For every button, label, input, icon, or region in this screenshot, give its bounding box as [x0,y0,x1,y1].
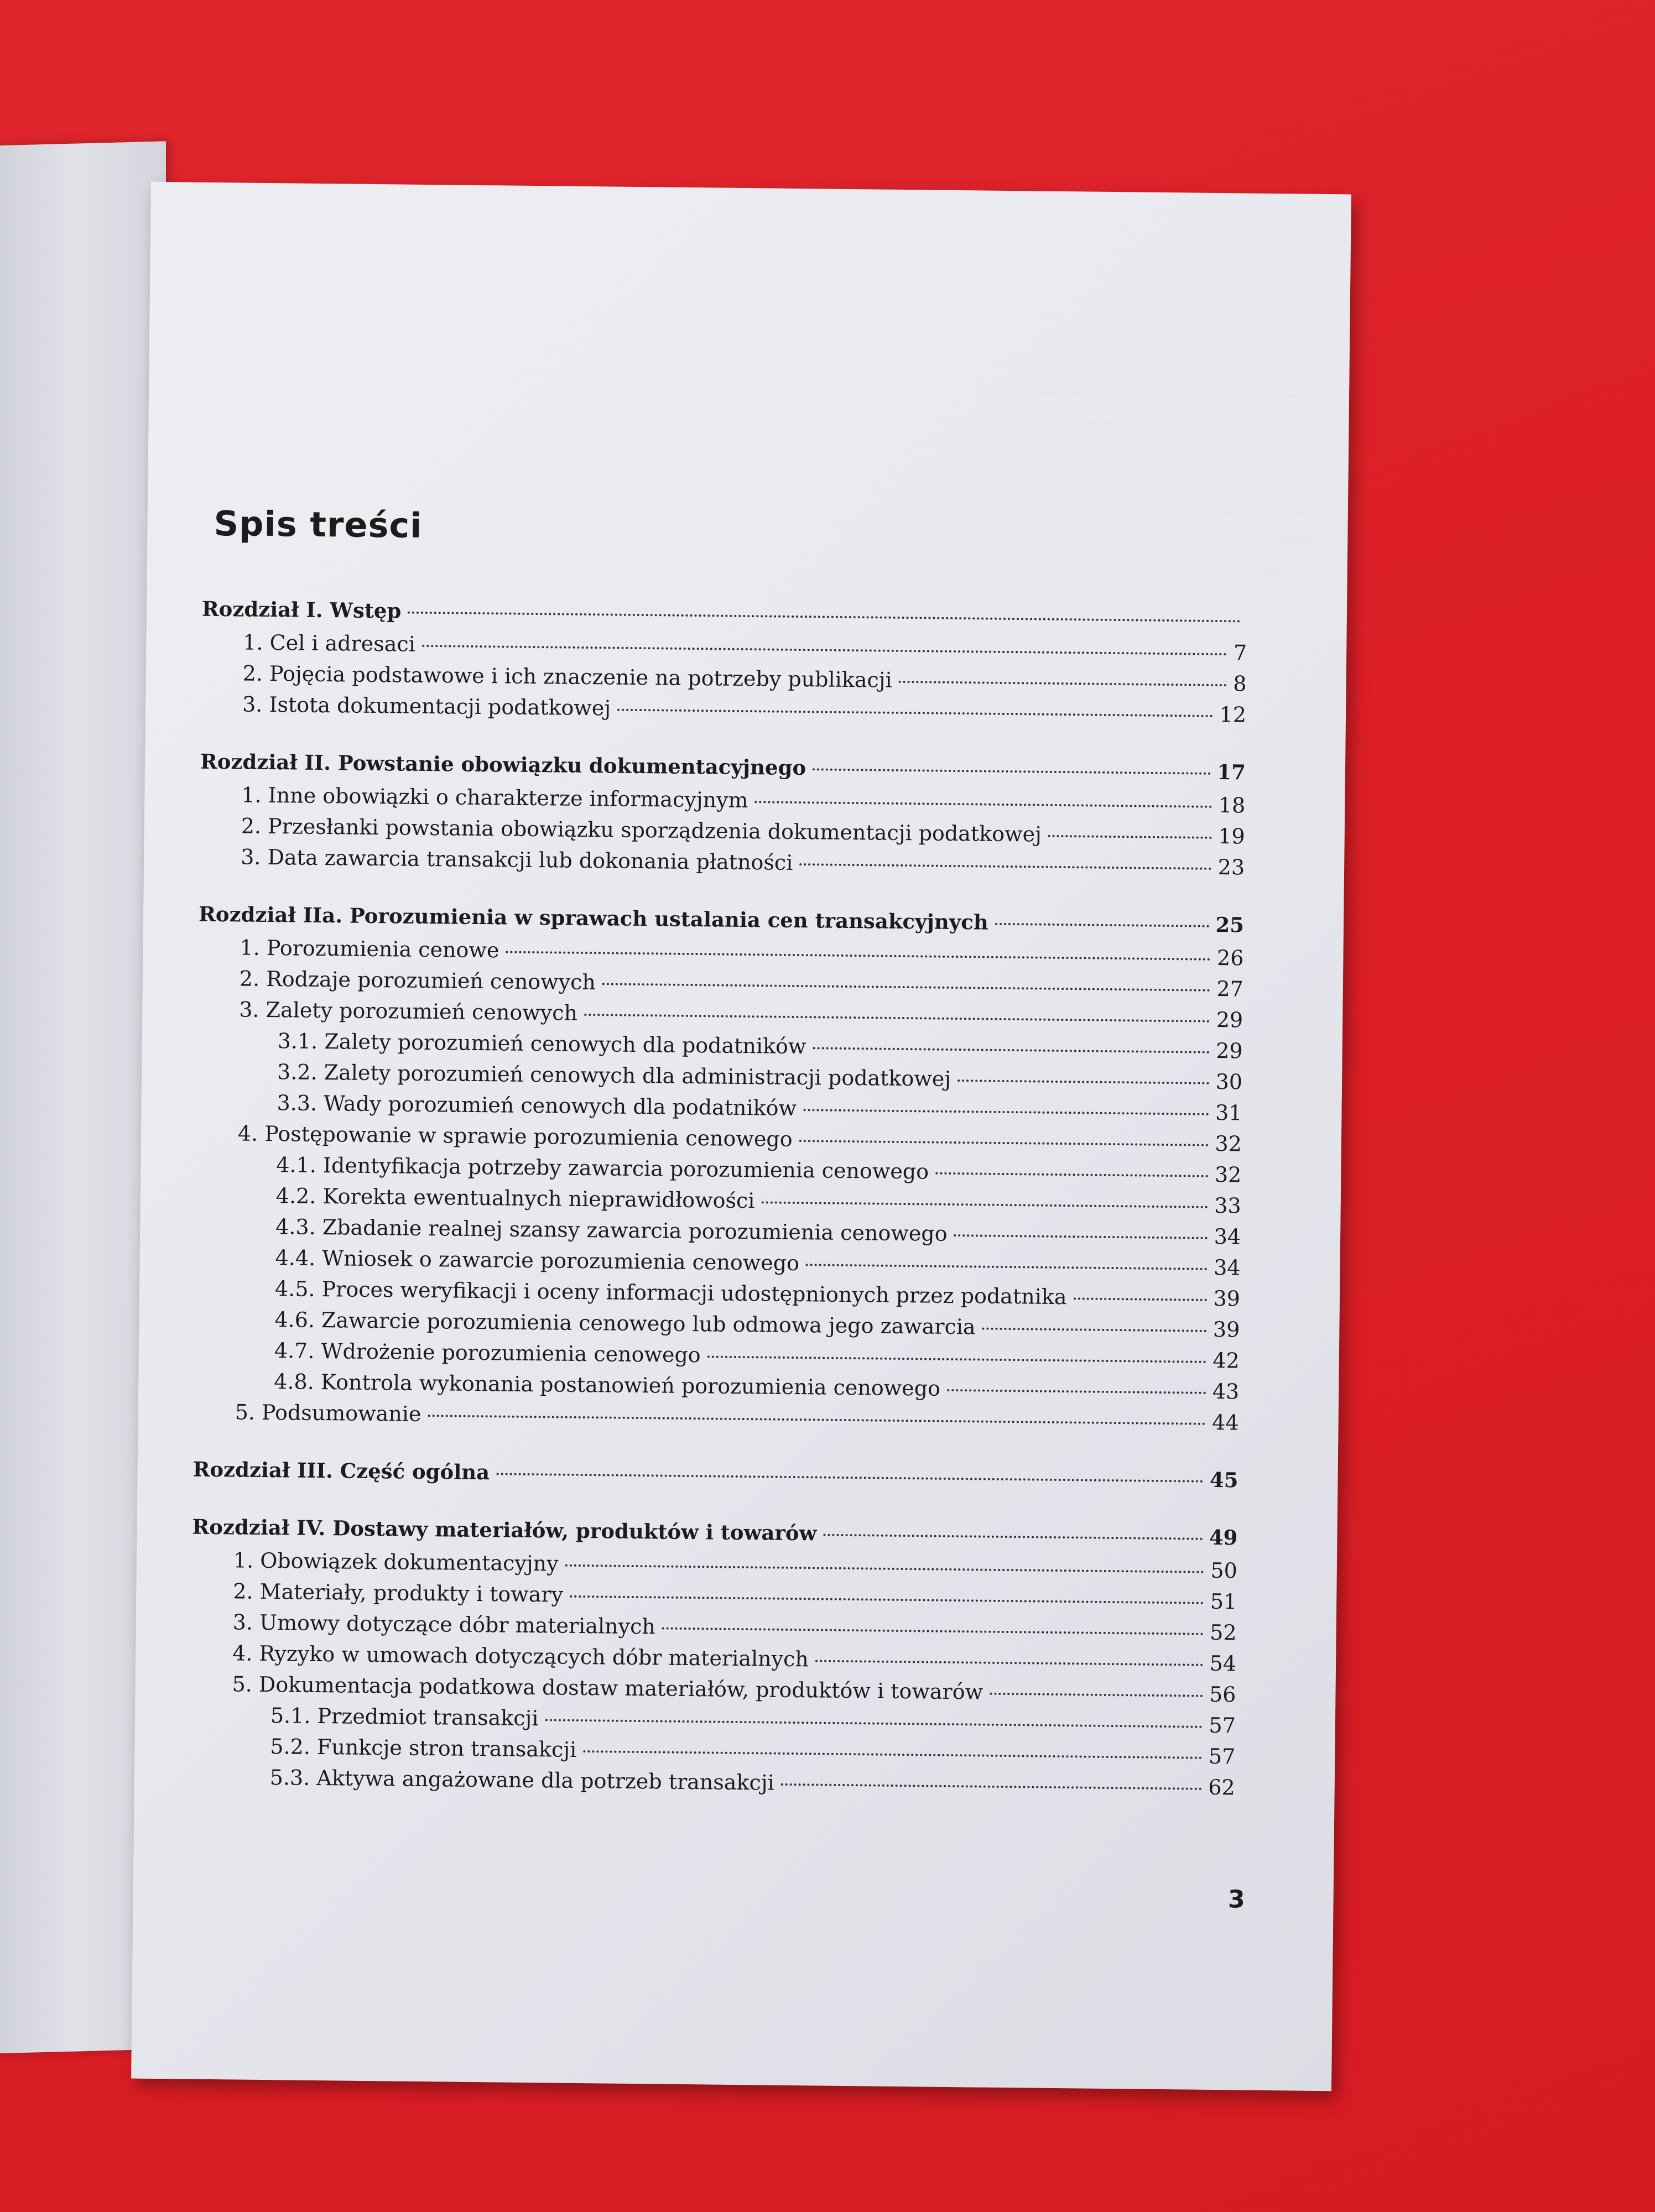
toc-entry-page: 33 [1214,1193,1241,1218]
toc-entry-title: 4.6. Zawarcie porozumienia cenowego lub odmowa jego zawarcia [274,1307,976,1339]
leader-dots [506,951,1210,961]
toc-entry-title: Rozdział II. Powstanie obowiązku dokumentacyjnego [200,749,806,780]
leader-dots [570,1595,1204,1604]
leader-dots [1074,1297,1207,1301]
page-number: 3 [1227,1885,1245,1914]
toc-title: Spis treści [214,503,423,546]
toc-entry-page: 12 [1219,702,1247,727]
leader-dots [428,1415,1205,1425]
toc-entry-title: 2. Materiały, produkty i towary [233,1579,564,1607]
toc-chapters [190,593,1248,1803]
toc-entry-title: 1. Obowiązek dokumentacyjny [233,1548,559,1576]
toc-entry-page: 42 [1212,1348,1240,1373]
toc-entry-title: 3. Zalety porozumień cenowych [239,997,578,1025]
toc-entry-page: 32 [1215,1131,1242,1156]
toc-entry-page: 54 [1209,1651,1237,1676]
toc-entry-page: 43 [1212,1379,1240,1404]
leader-dots [408,612,1241,623]
toc-entry-title: 4. Ryzyko w umowach dotyczących dóbr materialnych [232,1641,809,1672]
toc-entry-title: 3.2. Zalety porozumień cenowych dla administracji podatkowej [277,1060,951,1091]
leader-dots [799,863,1211,870]
toc-entry-title: 4. Postępowanie w sprawie porozumienia cenowego [237,1121,793,1151]
toc-entry-page: 7 [1233,640,1247,665]
toc-entry-title: 4.1. Identyfikacja potrzeby zawarcia porozumienia cenowego [276,1152,929,1184]
table-of-contents [189,503,1248,1830]
leader-dots [565,1564,1204,1573]
toc-entry-title: 2. Rodzaje porozumień cenowych [239,966,596,995]
leader-dots [496,1473,1203,1482]
leader-dots [422,645,1227,655]
toc-entry-page: 31 [1215,1100,1242,1125]
leader-dots [707,1355,1206,1363]
toc-entry-page: 19 [1218,824,1245,849]
toc-entry-page: 39 [1213,1286,1241,1311]
toc-entry-title: 4.3. Zbadanie realnej szansy zawarcia porozumienia cenowego [275,1214,948,1246]
leader-dots [799,1140,1209,1146]
toc-entry-page: 51 [1210,1589,1237,1614]
toc-entry-title: Rozdział IIa. Porozumienia w sprawach ustalania cen transakcyjnych [198,901,988,935]
toc-entry-page: 29 [1216,1007,1243,1032]
toc-entry-page: 25 [1215,912,1245,937]
toc-chapter [190,1511,1238,1803]
toc-chapter [193,899,1244,1438]
leader-dots [583,1750,1202,1759]
toc-entry-page: 30 [1215,1069,1243,1094]
toc-entry-title: Rozdział III. Część ogólna [192,1457,490,1485]
toc-entry-page: 45 [1209,1467,1238,1493]
toc-chapter [201,593,1247,731]
toc-entry-title: 4.4. Wniosek o zawarcie porozumienia cenowego [275,1245,800,1276]
leader-dots [545,1719,1202,1728]
toc-entry-page: 57 [1208,1744,1236,1769]
toc-entry-title: 4.2. Korekta ewentualnych nieprawidłowości [275,1183,755,1213]
leader-dots [806,1264,1207,1270]
leader-dots [803,1109,1209,1115]
toc-entry-page: 39 [1212,1317,1240,1342]
toc-entry-title: 3.3. Wady porozumień cenowych dla podatników [277,1091,797,1121]
toc-entry-page: 62 [1208,1775,1235,1800]
toc-entry-title: 2. Przesłanki powstania obowiązku sporządzenia dokumentacji podatkowej [241,813,1042,847]
book-page [131,182,1351,2091]
leader-dots [813,768,1210,775]
leader-dots [935,1172,1208,1177]
toc-entry-page: 32 [1214,1162,1242,1187]
leader-dots [813,1047,1209,1053]
toc-entry-title: 3. Data zawarcia transakcji lub dokonania płatności [241,844,793,875]
toc-entry-page: 50 [1210,1558,1238,1583]
toc-entry-title: 4.7. Wdrożenie porozumienia cenowego [274,1338,701,1368]
toc-entry-page: 23 [1217,854,1245,880]
leader-dots [815,1660,1203,1666]
leader-dots [617,709,1213,717]
toc-entry-title: Rozdział I. Wstęp [201,596,402,623]
toc-entry-title: 5.1. Przedmiot transakcji [270,1703,539,1731]
toc-entry-page: 34 [1213,1255,1241,1280]
toc-entry-page: 18 [1218,793,1246,818]
toc-entry-title: 1. Porozumienia cenowe [240,935,499,963]
toc-entry-title: 5.3. Aktywa angażowane dla potrzeb transakcji [269,1765,775,1795]
toc-entry-title: 1. Cel i adresaci [243,630,416,656]
toc-entry-title: 3. Istota dokumentacji podatkowej [242,692,611,721]
toc-chapter-heading [192,1454,1238,1496]
toc-entry-title: 4.5. Proces weryfikacji i oceny informacji udostępnionych przez podatnika [274,1276,1067,1310]
leader-dots [761,1201,1208,1208]
toc-entry-title: 3.1. Zalety porozumień cenowych dla podatników [277,1029,806,1059]
toc-chapter [199,746,1246,883]
leader-dots [662,1627,1203,1635]
leader-dots [957,1079,1209,1084]
toc-entry-page: 57 [1209,1713,1236,1738]
toc-entry-page: 44 [1212,1410,1239,1435]
toc-entry-title: 3. Umowy dotyczące dóbr materialnych [232,1610,656,1639]
leader-dots [982,1328,1206,1332]
leader-dots [823,1534,1203,1540]
leader-dots [755,801,1212,808]
leader-dots [584,1014,1210,1022]
toc-entry-page: 17 [1217,759,1246,785]
toc-entry-title: 5. Podsumowanie [235,1400,421,1426]
toc-entry-page: 49 [1209,1525,1238,1550]
leader-dots [954,1234,1208,1239]
leader-dots [899,681,1227,686]
toc-entry-page: 26 [1216,945,1244,971]
leader-dots [781,1783,1202,1790]
toc-entry-title: 5.2. Funkcje stron transakcji [270,1734,577,1762]
leader-dots [990,1693,1203,1697]
toc-entry-title: 4.8. Kontrola wykonania postanowień porozumienia cenowego [274,1369,941,1401]
leader-dots [947,1389,1206,1394]
leader-dots [602,983,1210,992]
toc-entry-page: 52 [1210,1620,1237,1645]
toc-entry-title: 2. Pojęcia podstawowe i ich znaczenie na potrzeby publikacji [242,661,892,692]
toc-entry-title: 5. Dokumentacja podatkowa dostaw materiałów, produktów i towarów [232,1672,983,1704]
toc-entry-page: 56 [1209,1682,1236,1707]
toc-entry-page: 29 [1216,1038,1243,1063]
toc-entry-title: Rozdział IV. Dostawy materiałów, produktów i towarów [192,1514,817,1546]
leader-dots [995,923,1209,927]
toc-entry-page: 27 [1216,976,1244,1001]
toc-chapter [192,1454,1238,1496]
toc-entry-title: 1. Inne obowiązki o charakterze informacyjnym [241,782,748,813]
toc-entry-page: 34 [1214,1224,1241,1249]
toc-entry-page: 8 [1233,671,1247,696]
leader-dots [1048,835,1212,839]
